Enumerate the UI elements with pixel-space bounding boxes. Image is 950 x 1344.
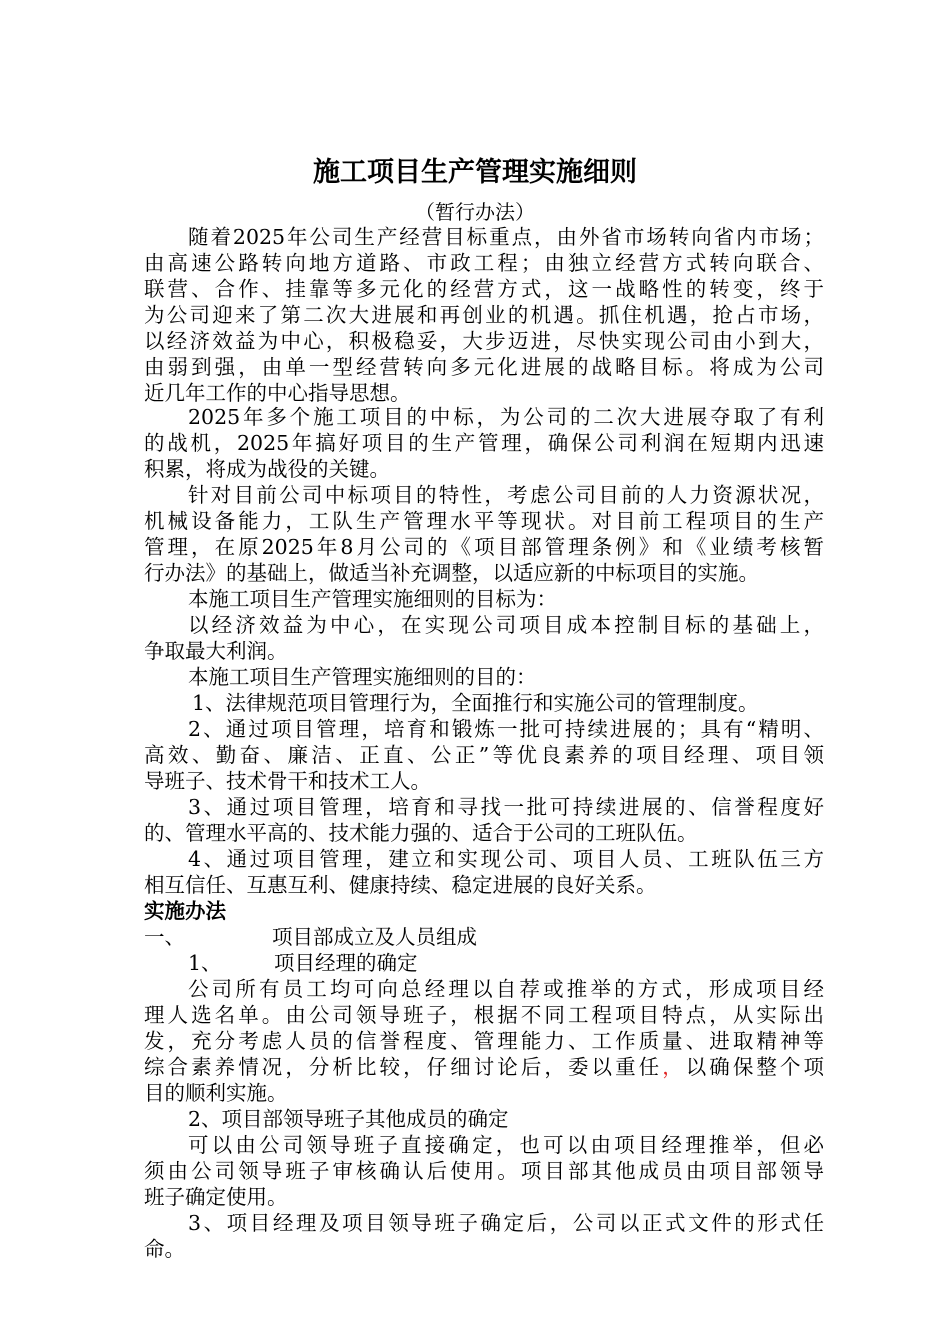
paragraph-line: 相互信任、互惠互利、健康持续、稳定进展的良好关系。	[144, 873, 657, 897]
item-title: 项目经理的确定	[274, 951, 418, 975]
paragraph-line: 的、管理水平高的、技术能力强的、适合于公司的工班队伍。	[144, 821, 698, 845]
item-number: 1、	[188, 951, 222, 975]
paragraph-line: 随着2025年公司生产经营目标重点，由外省市场转向省内市场；	[188, 225, 824, 249]
paragraph-line: 须由公司领导班子审核确认后使用。项目部其他成员由项目部领导	[144, 1159, 824, 1183]
document-title: 施工项目生产管理实施细则	[313, 157, 637, 188]
paragraph-line: 可以由公司领导班子直接确定，也可以由项目经理推举，但必	[188, 1133, 824, 1157]
paragraph-line: 管理，在原2025年8月公司的《项目部管理条例》和《业绩考核暂	[144, 535, 824, 559]
paragraph-line: 班子确定使用。	[144, 1185, 288, 1209]
paragraph-line: 高效、勤奋、廉洁、正直、公正”等优良素养的项目经理、项目领	[144, 743, 824, 767]
paragraph-line: 联营、合作、挂靠等多元化的经营方式，这一战略性的转变，终于	[144, 277, 824, 301]
paragraph-line: 本施工项目生产管理实施细则的目标为：	[188, 587, 557, 611]
paragraph-line: 机械设备能力，工队生产管理水平等现状。对目前工程项目的生产	[144, 509, 824, 533]
document-subtitle: （暂行办法）	[415, 200, 535, 224]
list-item: 2、通过项目管理，培育和锻炼一批可持续进展的；具有“精明、	[188, 717, 824, 741]
item-heading: 2、项目部领导班子其他成员的确定	[188, 1107, 509, 1131]
item-heading	[188, 950, 824, 976]
paragraph-line: 本施工项目生产管理实施细则的目的：	[188, 665, 537, 689]
paragraph-text: 以确保整个项	[685, 1055, 825, 1079]
paragraph-line: 发，充分考虑人员的信誉程度、管理能力、工作质量、进取精神等	[144, 1029, 824, 1053]
section-heading: 实施办法	[144, 899, 226, 923]
paragraph-line: 行办法》的基础上，做适当补充调整，以适应新的中标项目的实施。	[144, 561, 759, 585]
paragraph-line: 导班子、技术骨干和技术工人。	[144, 769, 431, 793]
paragraph-line: 积累，将成为战役的关键。	[144, 457, 390, 481]
paragraph-line: 由弱到强，由单一型经营转向多元化进展的战略目标。将成为公司	[144, 355, 824, 379]
paragraph-line: 为公司迎来了第二次大进展和再创业的机遇。抓住机遇，抢占市场，	[144, 303, 824, 327]
paragraph-line: 命。	[144, 1237, 185, 1261]
paragraph-line	[144, 1054, 824, 1080]
chapter-title: 项目部成立及人员组成	[272, 925, 477, 949]
paragraph-line: 争取最大利润。	[144, 639, 288, 663]
chapter-number: 一、	[144, 925, 185, 949]
paragraph-line: 针对目前公司中标项目的特性，考虑公司目前的人力资源状况，	[188, 483, 824, 507]
paragraph-line: 以经济效益为中心，积极稳妥，大步迈进，尽快实现公司由小到大，	[144, 329, 824, 353]
paragraph-line: 以经济效益为中心，在实现公司项目成本控制目标的基础上，	[188, 613, 824, 637]
paragraph-line: 理人选名单。由公司领导班子，根据不同工程项目特点，从实际出	[144, 1003, 824, 1027]
paragraph-text: 综合素养情况，分析比较，仔细讨论后，委以重任	[144, 1055, 663, 1079]
chapter-heading	[144, 924, 824, 950]
highlighted-comma: ，	[662, 1055, 686, 1079]
paragraph-line: 3、项目经理及项目领导班子确定后，公司以正式文件的形式任	[188, 1211, 824, 1235]
paragraph-line: 由高速公路转向地方道路、市政工程；由独立经营方式转向联合、	[144, 251, 824, 275]
paragraph-line: 的战机，2025年搞好项目的生产管理，确保公司利润在短期内迅速	[144, 431, 824, 455]
list-item: 3、通过项目管理，培育和寻找一批可持续进展的、信誉程度好	[188, 795, 824, 819]
paragraph-line: 目的顺利实施。	[144, 1081, 288, 1105]
list-item: 4、通过项目管理，建立和实现公司、项目人员、工班队伍三方	[188, 847, 824, 871]
paragraph-line: 2025年多个施工项目的中标，为公司的二次大进展夺取了有利	[188, 405, 824, 429]
paragraph-line: 近几年工作的中心指导思想。	[144, 381, 411, 405]
list-item: 1、法律规范项目管理行为，全面推行和实施公司的管理制度。	[192, 691, 759, 715]
paragraph-line: 公司所有员工均可向总经理以自荐或推举的方式，形成项目经	[188, 977, 824, 1001]
